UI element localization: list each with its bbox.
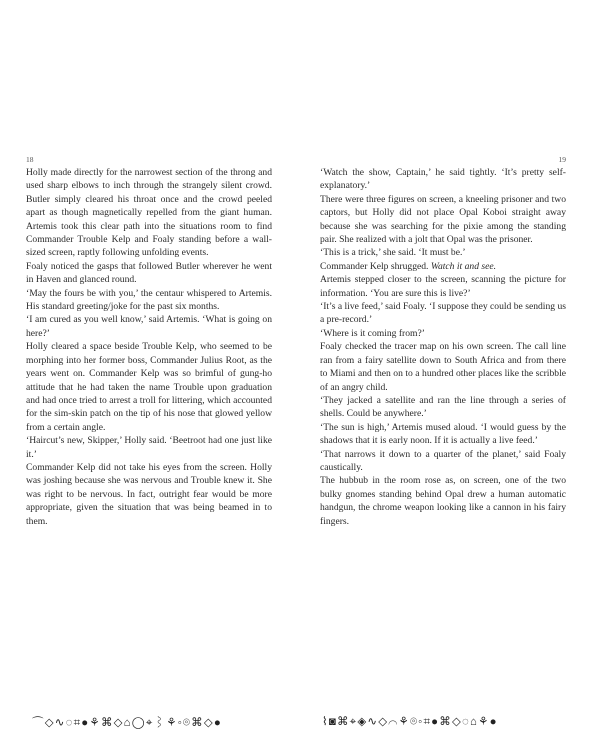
paragraph: ‘I am cured as you well know,’ said Artemis. ‘What is going on here?’: [26, 314, 272, 339]
paragraph: ‘This is a trick,’ she said. ‘It must be.’: [320, 247, 466, 259]
page-number: 18: [26, 155, 34, 164]
right-page: [320, 155, 566, 728]
page-body: [26, 166, 272, 528]
paragraph: Commander Kelp did not take his eyes from the screen. Holly was joshing because she was nervous and Trouble knew it. She was right to be nervous. In fact, outright fear would be more appropriate, given the situation that was being beamed in to them.: [26, 461, 272, 527]
page-number: 19: [558, 155, 566, 164]
paragraph: Foaly noticed the gasps that followed Butler wherever he went in Haven and glanced round.: [26, 260, 272, 286]
paragraph: ‘They jacked a satellite and ran the line through a series of shells. Could be anywhere.’: [320, 394, 566, 420]
gnommish-code-line: ⌒◇∿◌⌗●⚘⌘◇⌂◯⌖⌇⚘◦⌾⌘◇●: [32, 717, 223, 729]
page-body: [320, 166, 566, 528]
left-page: [26, 155, 272, 729]
paragraph: ‘The sun is high,’ Artemis mused aloud. ‘I would guess by the shadows that it is early noon. If it is actually a live feed.’: [320, 421, 566, 447]
paragraph: ‘Where is it coming from?’: [320, 327, 425, 339]
paragraph: There were three figures on screen, a kneeling prisoner and two captors, but Holly did not place Opal Koboi straight away because she was searching for the pixie among the standing pair. She realized with a jolt that Opal was the prisoner.: [320, 193, 566, 246]
paragraph: Holly made directly for the narrowest section of the throng and used sharp elbows to inch through the strangely silent crowd. Butler simply cleared his throat once and the crowd peeled apart as though magnetically repelled from the giant human. Artemis took this clear path into the situations room to find Commander Trouble Kelp and Foaly standing before a wall-sized screen, raptly following unfolding events.: [26, 167, 272, 259]
paragraph: ‘Haircut’s new, Skipper,’ Holly said. ‘Beetroot had one just like it.’: [26, 435, 272, 460]
paragraph: Holly cleared a space beside Trouble Kelp, who seemed to be morphing into her former boss, Commander Julius Root, as the years went on. Commander Kelp was so brimful of gung-ho attitude that he had taken the name Trouble upon graduation and had once tried to arrest a troll for littering, which accounted for the sim-skin patch on the tip of his nose that glowed yellow from a certain angle.: [26, 341, 272, 433]
paragraph: ‘That narrows it down to a quarter of the planet,’ said Foaly caustically.: [320, 448, 566, 473]
paragraph: ‘May the fours be with you,’ the centaur whispered to Artemis. His standard greeting/joke for the past six months.: [26, 287, 272, 313]
paragraph: The hubbub in the room rose as, on screen, one of the two bulky gnomes standing behind Opal drew a human automatic handgun, the chrome weapon looking like a cannon in his fairy fingers.: [320, 475, 566, 527]
gnommish-code-line: ⌇◙⌘⌖◈∿◇⌒⚘⌾◦⌗●⌘◇◌⌂⚘●: [322, 716, 498, 728]
paragraph: ‘Watch the show, Captain,’ he said tightly. ‘It’s pretty self-explanatory.’: [320, 167, 566, 192]
paragraph-italic: Commander Kelp shrugged. Watch it and see.: [320, 260, 497, 272]
paragraph: ‘It’s a live feed,’ said Foaly. ‘I suppose they could be sending us a pre-record.’: [320, 301, 566, 326]
paragraph: Foaly checked the tracer map on his own screen. The call line ran from a fairy satellite down to South Africa and from there to Miami and then on to a hundred other places like the scribble of an angry child.: [320, 341, 566, 393]
paragraph: Artemis stepped closer to the screen, scanning the picture for information. ‘You are sure this is live?’: [320, 274, 566, 299]
